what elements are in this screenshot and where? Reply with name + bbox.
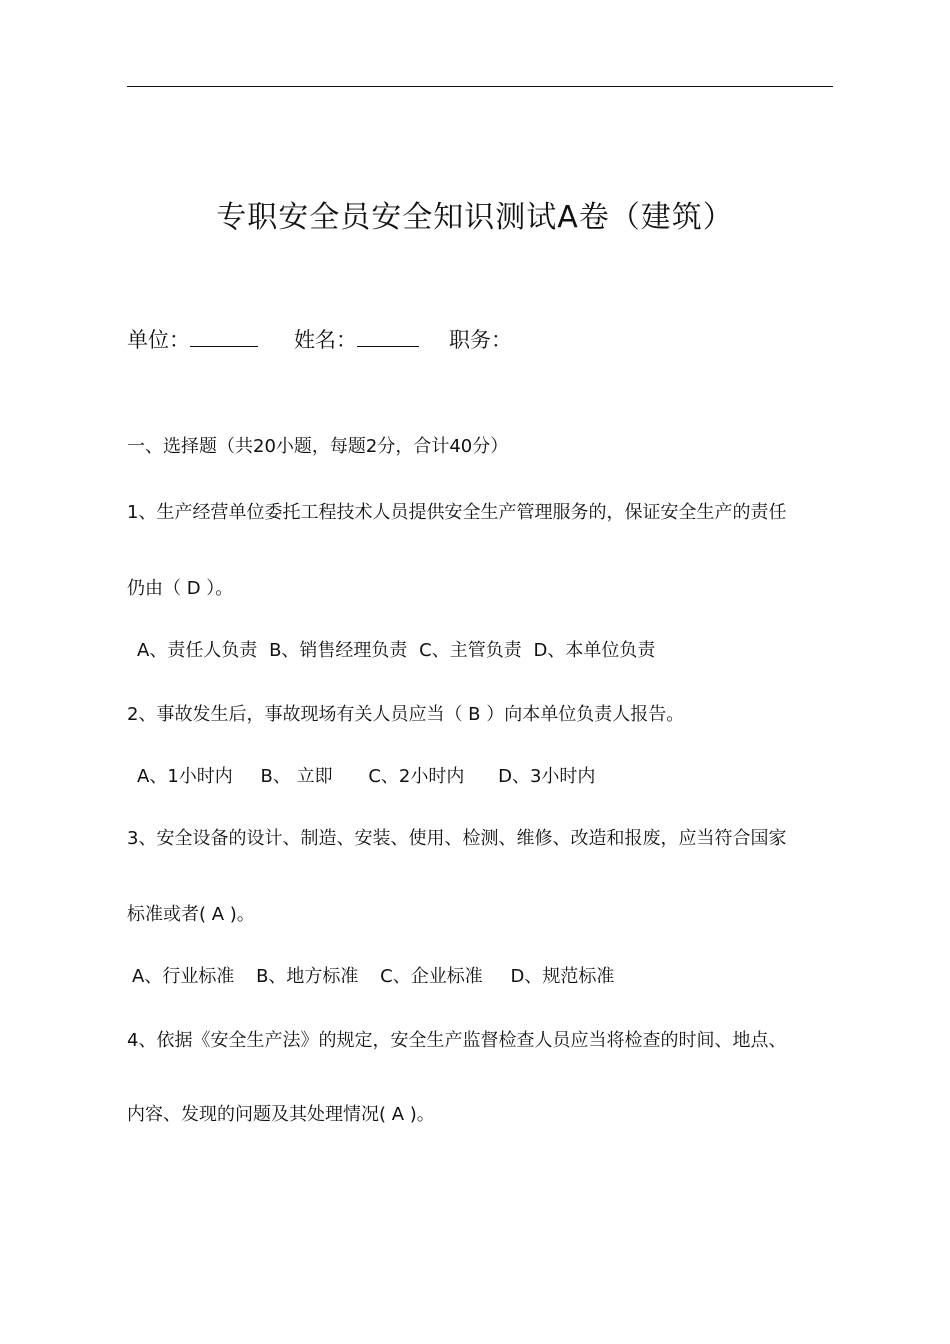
question-1-line-2: 仍由（ D ）。 [127,578,234,599]
question-3-line-1: 3、安全设备的设计、制造、安装、使用、检测、维修、改造和报废，应当符合国家 [127,828,787,849]
question-4-line-2: 内容、发现的问题及其处理情况( A )。 [127,1104,435,1125]
question-3-option-c: C、企业标准 [380,966,483,987]
question-2-line-1: 2、事故发生后，事故现场有关人员应当（ B ）向本单位负责人报告。 [127,704,685,725]
header-fields [127,324,512,354]
question-2-option-b: B、 立即 [260,766,333,787]
section-heading: 一、选择题（共20小题，每题2分，合计40分） [127,436,509,457]
question-2-option-a: A、1小时内 [137,766,233,787]
question-2-option-d: D、3小时内 [498,766,596,787]
header-rule [127,86,833,87]
question-3-options [132,962,614,988]
question-3-line-2: 标准或者( A )。 [127,904,255,925]
question-1-option-a: A、责任人负责 [137,640,258,661]
unit-label: 单位： [127,328,190,352]
position-label: 职务： [449,328,512,352]
question-1-option-c: C、主管负责 [419,640,522,661]
question-2-options [137,762,595,788]
question-1-option-b: B、销售经理负责 [269,640,408,661]
question-1-line-1: 1、生产经营单位委托工程技术人员提供安全生产管理服务的，保证安全生产的责任 [127,502,787,523]
question-3-option-a: A、行业标准 [132,966,235,987]
question-1-options [137,636,655,662]
question-3-option-d: D、规范标准 [510,966,615,987]
question-2-option-c: C、2小时内 [368,766,465,787]
question-1-option-d: D、本单位负责 [533,640,656,661]
document-title: 专职安全员安全知识测试A卷（建筑） [216,200,734,235]
question-4-line-1: 4、依据《安全生产法》的规定，安全生产监督检查人员应当将检查的时间、地点、 [127,1030,787,1051]
unit-blank [190,328,258,347]
name-label: 姓名： [294,328,357,352]
question-3-option-b: B、地方标准 [256,966,359,987]
name-blank [357,328,419,347]
